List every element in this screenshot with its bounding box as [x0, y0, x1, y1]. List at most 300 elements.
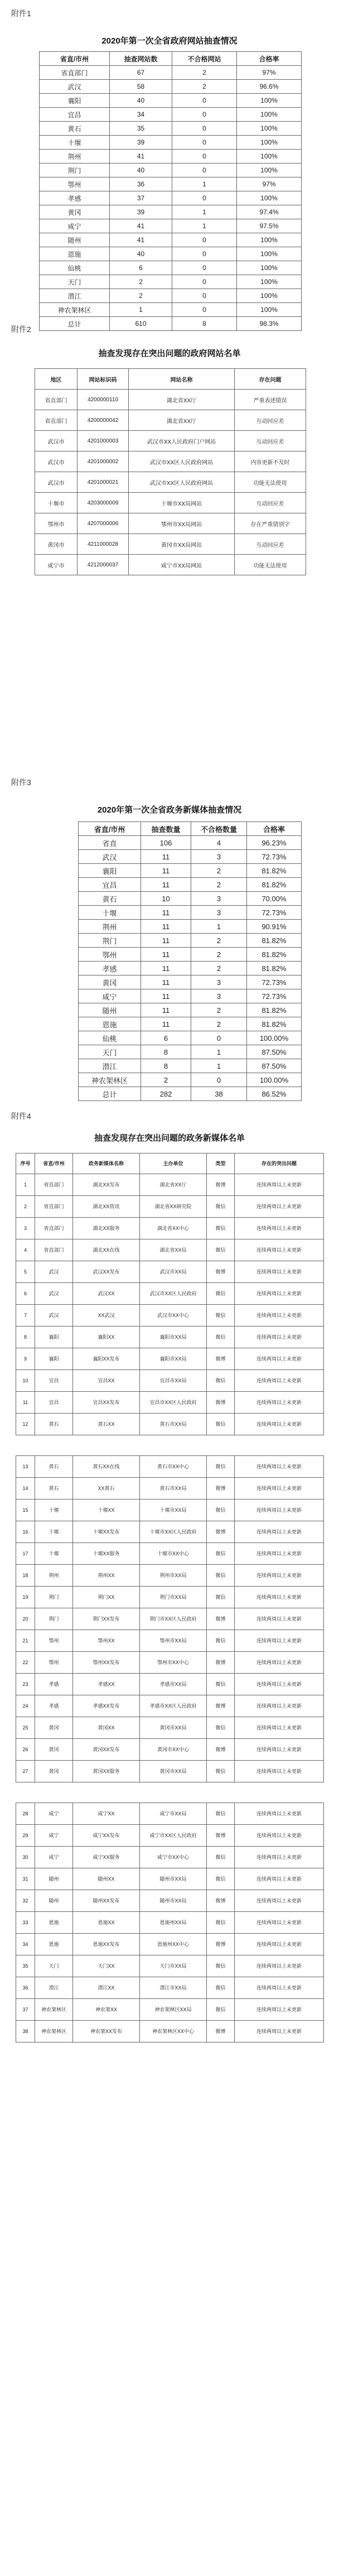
table-cell: 荆州市XX局	[140, 1565, 207, 1587]
table-cell: 孝感	[40, 191, 110, 205]
table-cell: 1	[191, 1059, 247, 1073]
table-row	[40, 289, 302, 303]
table-cell: 4212000037	[78, 555, 129, 575]
table-cell: 100%	[237, 150, 302, 164]
table-row	[40, 303, 302, 317]
table-cell: 25	[16, 1717, 35, 1739]
table-cell: 86.52%	[247, 1087, 302, 1101]
table-cell: 连续两周以上未更新	[235, 1890, 324, 1912]
table-cell: 81.82%	[247, 962, 302, 975]
table-cell: 咸宁	[79, 989, 141, 1003]
table-cell: 36	[110, 177, 172, 191]
table-cell: 3	[191, 906, 247, 920]
table-cell: 黄冈	[79, 975, 141, 989]
table-cell: 微博	[207, 1174, 235, 1196]
table-cell: 连续两周以上未更新	[235, 1370, 324, 1392]
table-cell: 39	[110, 205, 172, 219]
table-cell: 0	[172, 289, 237, 303]
table-cell: 106	[141, 836, 191, 850]
table-cell: 武汉	[35, 1261, 73, 1283]
table-cell: 鄂州	[35, 1630, 73, 1652]
table-row	[35, 555, 306, 575]
table-cell: 襄阳	[35, 1348, 73, 1370]
table-cell: 1	[172, 205, 237, 219]
table-cell: 微博	[207, 1695, 235, 1717]
table-cell: 11	[141, 920, 191, 934]
table-cell: 81.82%	[247, 948, 302, 962]
table-cell: 功能无法使用	[235, 472, 306, 493]
table-cell: 湖北XX发布	[73, 1174, 140, 1196]
table-cell: 0	[172, 108, 237, 122]
table-cell: 连续两周以上未更新	[235, 1305, 324, 1327]
column-header: 主办单位	[140, 1154, 207, 1174]
table-cell: 0	[191, 1073, 247, 1087]
table-row	[40, 261, 302, 275]
table-cell: 黄冈	[35, 1717, 73, 1739]
table-cell: 鄂州	[79, 948, 141, 962]
table-row	[79, 975, 302, 989]
table-cell: 十堰XX服务	[73, 1543, 140, 1565]
table-cell: 潜江	[35, 1977, 73, 1999]
table-cell: 微信	[207, 1868, 235, 1890]
table-cell: 十堰	[35, 1543, 73, 1565]
table-row	[16, 1174, 324, 1196]
table-cell: 宜昌XX	[73, 1370, 140, 1392]
table-cell: 黄冈市XX局	[140, 1761, 207, 1782]
table-cell: 随州XX	[73, 1868, 140, 1890]
table-cell: 微信	[207, 1283, 235, 1305]
table-cell: 32	[16, 1890, 35, 1912]
table-header-row	[16, 1154, 324, 1174]
table-cell: 2	[110, 275, 172, 289]
table-cell: 连续两周以上未更新	[235, 1565, 324, 1587]
table-cell: 微博	[207, 1392, 235, 1414]
table-cell: 神农架林区	[35, 2021, 73, 2042]
table-cell: 58	[110, 80, 172, 94]
column-header: 合格率	[237, 52, 302, 66]
table-cell: 8	[172, 317, 237, 331]
table-row	[79, 850, 302, 864]
table-cell: 100%	[237, 191, 302, 205]
table-cell: 荆门市XX局	[140, 1587, 207, 1608]
table-cell: 100%	[237, 164, 302, 177]
table-cell: 97.5%	[237, 219, 302, 233]
table-cell: 3	[191, 850, 247, 864]
table-cell: 100%	[237, 261, 302, 275]
table-cell: 宜昌	[40, 108, 110, 122]
table-cell: 连续两周以上未更新	[235, 1348, 324, 1370]
table-cell: 14	[16, 1478, 35, 1500]
table-row	[16, 1261, 324, 1283]
table-cell: 武汉市XX区人民政府	[140, 1283, 207, 1305]
table-cell: 40	[110, 247, 172, 261]
table-cell: 11	[141, 989, 191, 1003]
attachment-2-title: 抽查发现存在突出问题的政府网站名单	[98, 349, 241, 358]
table-cell: 宜昌	[35, 1370, 73, 1392]
table-cell: 6	[16, 1283, 35, 1305]
table-cell: 连续两周以上未更新	[235, 1196, 324, 1218]
table-cell: 内容更新不及时	[235, 451, 306, 472]
table-cell: 1	[191, 1045, 247, 1059]
table-cell: 连续两周以上未更新	[235, 1261, 324, 1283]
table-row	[79, 948, 302, 962]
table-cell: 10	[141, 892, 191, 906]
table-cell: 90.91%	[247, 920, 302, 934]
table-row	[40, 275, 302, 289]
table-cell: 省直部门	[35, 390, 78, 410]
table-cell: 省直部门	[40, 66, 110, 80]
table-row	[16, 1218, 324, 1239]
table-row	[79, 989, 302, 1003]
table-cell: 2	[191, 1003, 247, 1017]
table-cell: 黄冈XX服务	[73, 1761, 140, 1782]
table-row	[35, 534, 306, 555]
table-row	[79, 962, 302, 975]
table-cell: 3	[191, 892, 247, 906]
table-cell: 35	[110, 122, 172, 136]
table-row	[79, 878, 302, 892]
table-row	[16, 1890, 324, 1912]
table-cell: 连续两周以上未更新	[235, 1608, 324, 1630]
table-cell: 37	[16, 1999, 35, 2021]
table-cell: 武汉市XX区人民政府网站	[129, 472, 235, 493]
attachment-3-title: 2020年第一次全省政务新媒体抽查情况	[97, 805, 242, 815]
table-cell: 黄石	[35, 1414, 73, 1435]
table-cell: 连续两周以上未更新	[235, 1587, 324, 1608]
column-header: 类型	[207, 1154, 235, 1174]
table-cell: 武汉XX	[73, 1283, 140, 1305]
table-cell: 连续两周以上未更新	[235, 1521, 324, 1543]
table-cell: 随州XX发布	[73, 1890, 140, 1912]
table-cell: 81.82%	[247, 864, 302, 878]
table-cell: 11	[141, 962, 191, 975]
table-cell: 72.73%	[247, 989, 302, 1003]
page-break-gap	[16, 1782, 324, 1803]
table-row	[40, 205, 302, 219]
table-cell: 33	[16, 1912, 35, 1934]
table-cell: 4	[16, 1239, 35, 1261]
table-cell: 微信	[207, 1370, 235, 1392]
table-cell: 孝感XX	[73, 1674, 140, 1695]
table-cell: 81.82%	[247, 1003, 302, 1017]
table-cell: 随州	[35, 1868, 73, 1890]
table-cell: 互动回应差	[235, 410, 306, 431]
table-row	[16, 1868, 324, 1890]
table-cell: 十堰	[79, 906, 141, 920]
table-cell: 湖北省XX厅	[129, 390, 235, 410]
table-row	[79, 864, 302, 878]
attachment-1-label: 附件1	[11, 9, 31, 18]
attachment-1-title: 2020年第一次全省政府网站抽查情况	[101, 36, 238, 46]
table-cell: 武汉市	[35, 451, 78, 472]
table-cell: 1	[16, 1174, 35, 1196]
table-cell: 连续两周以上未更新	[235, 1717, 324, 1739]
table-cell: 2	[191, 864, 247, 878]
table-cell: 黄石XX	[73, 1414, 140, 1435]
table-cell: 2	[172, 66, 237, 80]
table-cell: 2	[191, 948, 247, 962]
table-cell: 咸宁XX服务	[73, 1847, 140, 1868]
table-cell: 1	[172, 219, 237, 233]
table-cell: 咸宁	[35, 1847, 73, 1868]
table-cell: 微信	[207, 1847, 235, 1868]
table-row	[16, 1955, 324, 1977]
table-cell: 微信	[207, 1803, 235, 1825]
table-row	[79, 1031, 302, 1045]
column-header: 网站标识码	[78, 369, 129, 390]
table-row	[16, 1934, 324, 1955]
table-row	[16, 1500, 324, 1521]
table-cell: XX武汉	[73, 1305, 140, 1327]
table-cell: 恩施州XX中心	[140, 1934, 207, 1955]
table-cell: 咸宁	[40, 219, 110, 233]
table-cell: 武汉市	[35, 472, 78, 493]
table-cell: 荆州	[35, 1565, 73, 1587]
table-cell: 荆州	[40, 150, 110, 164]
table-cell: 38	[191, 1087, 247, 1101]
table-cell: 微信	[207, 1543, 235, 1565]
table-cell: 连续两周以上未更新	[235, 1283, 324, 1305]
table-cell: 41	[110, 150, 172, 164]
table-cell: 微博	[207, 1934, 235, 1955]
table-cell: 武汉	[40, 80, 110, 94]
table-cell: 黄冈	[40, 205, 110, 219]
table-cell: 0	[172, 247, 237, 261]
table-cell: 黄石XX在线	[73, 1456, 140, 1478]
table-cell: 87.50%	[247, 1059, 302, 1073]
table-cell: 荆门XX发布	[73, 1608, 140, 1630]
table-row	[35, 513, 306, 534]
table-cell: 连续两周以上未更新	[235, 1674, 324, 1695]
website-inspection-table	[39, 51, 302, 331]
table-cell: 宜昌市XX区人民政府	[140, 1392, 207, 1414]
table-cell: 襄阳	[40, 94, 110, 108]
table-row	[16, 1695, 324, 1717]
table-cell: 连续两周以上未更新	[235, 1977, 324, 1999]
table-cell: 微信	[207, 1327, 235, 1348]
table-cell: 微博	[207, 1608, 235, 1630]
table-cell: 十堰市XX局	[140, 1500, 207, 1521]
table-cell: 2	[172, 80, 237, 94]
table-cell: 连续两周以上未更新	[235, 1803, 324, 1825]
table-cell: 0	[172, 303, 237, 317]
new-media-inspection-table	[78, 821, 302, 1101]
table-cell: 72.73%	[247, 906, 302, 920]
table-cell: 2	[191, 878, 247, 892]
table-cell: 湖北XX资讯	[73, 1196, 140, 1218]
table-cell: 黄冈市XX局网站	[129, 534, 235, 555]
table-cell: 黄石	[35, 1478, 73, 1500]
table-cell: 神农架XX	[73, 1999, 140, 2021]
attachment-4-title: 抽查发现存在突出问题的政务新媒体名单	[94, 1133, 245, 1143]
table-cell: 11	[141, 1017, 191, 1031]
table-row	[40, 164, 302, 177]
table-cell: 11	[141, 1003, 191, 1017]
table-cell: 十堰	[35, 1500, 73, 1521]
table-cell: 孝感	[35, 1695, 73, 1717]
table-cell: 5	[16, 1261, 35, 1283]
table-cell: 连续两周以上未更新	[235, 1543, 324, 1565]
table-cell: 34	[16, 1934, 35, 1955]
gap-cell	[16, 1435, 324, 1456]
table-cell: 武汉市XX局	[140, 1261, 207, 1283]
table-row	[16, 1370, 324, 1392]
table-cell: 微信	[207, 1239, 235, 1261]
table-cell: 2	[191, 1017, 247, 1031]
table-cell: 微信	[207, 1912, 235, 1934]
table-cell: 宜昌	[79, 878, 141, 892]
table-cell: 天门	[79, 1045, 141, 1059]
table-cell: 26	[16, 1739, 35, 1761]
table-cell: 宜昌	[35, 1392, 73, 1414]
table-cell: 微信	[207, 1456, 235, 1478]
table-row	[40, 80, 302, 94]
gap-cell	[16, 1782, 324, 1803]
table-cell: 鄂州	[40, 177, 110, 191]
table-cell: 随州	[40, 233, 110, 247]
table-cell: 十堰市	[35, 493, 78, 513]
table-row	[16, 1305, 324, 1327]
table-cell: 恩施	[79, 1017, 141, 1031]
table-row	[16, 1825, 324, 1847]
table-cell: 72.73%	[247, 975, 302, 989]
table-cell: 0	[172, 122, 237, 136]
table-cell: 87.50%	[247, 1045, 302, 1059]
table-row	[16, 1327, 324, 1348]
table-cell: 神农架林区	[79, 1073, 141, 1087]
table-cell: 连续两周以上未更新	[235, 1630, 324, 1652]
table-cell: 连续两周以上未更新	[235, 1761, 324, 1782]
table-row	[40, 136, 302, 150]
table-cell: 武汉市	[35, 431, 78, 451]
table-cell: 13	[16, 1456, 35, 1478]
table-cell: 恩施	[35, 1912, 73, 1934]
table-cell: 潜江	[79, 1059, 141, 1073]
column-header: 存在问题	[235, 369, 306, 390]
table-cell: 96.23%	[247, 836, 302, 850]
table-cell: 微博	[207, 1890, 235, 1912]
table-cell: 鄂州市XX局网站	[129, 513, 235, 534]
table-cell: 互动回应差	[235, 493, 306, 513]
table-cell: 连续两周以上未更新	[235, 1999, 324, 2021]
table-cell: 武汉市XX区人民政府网站	[129, 451, 235, 472]
table-cell: 微信	[207, 1218, 235, 1239]
page-break-gap	[16, 1435, 324, 1456]
table-cell: 省直部门	[35, 1239, 73, 1261]
table-row	[16, 1283, 324, 1305]
table-cell: 湖北XX服务	[73, 1218, 140, 1239]
table-cell: 微信	[207, 1630, 235, 1652]
table-cell: 仙桃	[79, 1031, 141, 1045]
table-cell: 21	[16, 1630, 35, 1652]
table-header-row	[35, 369, 306, 390]
table-cell: 6	[110, 261, 172, 275]
table-cell: 咸宁XX	[73, 1803, 140, 1825]
table-cell: 神农架林区	[35, 1999, 73, 2021]
table-cell: 咸宁XX发布	[73, 1825, 140, 1847]
table-cell: 微信	[207, 1500, 235, 1521]
table-cell: 微信	[207, 1999, 235, 2021]
table-cell: 连续两周以上未更新	[235, 2021, 324, 2042]
table-row	[35, 472, 306, 493]
table-cell: 襄阳	[35, 1327, 73, 1348]
table-cell: 11	[16, 1392, 35, 1414]
table-cell: 襄阳市XX局	[140, 1348, 207, 1370]
table-cell: 省直部门	[35, 1174, 73, 1196]
table-cell: 连续两周以上未更新	[235, 1934, 324, 1955]
table-cell: 28	[16, 1803, 35, 1825]
table-cell: 咸宁市XX局网站	[129, 555, 235, 575]
table-cell: 39	[110, 136, 172, 150]
table-row	[16, 1543, 324, 1565]
table-cell: 11	[141, 878, 191, 892]
table-cell: 2	[191, 934, 247, 948]
table-cell: 黄石	[79, 892, 141, 906]
table-cell: 宜昌XX发布	[73, 1392, 140, 1414]
table-row	[40, 177, 302, 191]
table-cell: 孝感XX发布	[73, 1695, 140, 1717]
table-row	[16, 1565, 324, 1587]
table-cell: 恩施XX发布	[73, 1934, 140, 1955]
table-cell: 70.00%	[247, 892, 302, 906]
table-cell: 互动回应差	[235, 431, 306, 451]
table-cell: XX黄石	[73, 1478, 140, 1500]
table-header-row	[40, 52, 302, 66]
table-cell: 黄石市XX局	[140, 1478, 207, 1500]
table-cell: 襄阳市XX局	[140, 1327, 207, 1348]
table-row	[79, 1003, 302, 1017]
table-cell: 鄂州XX发布	[73, 1652, 140, 1674]
table-cell: 连续两周以上未更新	[235, 1392, 324, 1414]
table-cell: 24	[16, 1695, 35, 1717]
table-cell: 湖北省XX局	[140, 1239, 207, 1261]
table-cell: 81.82%	[247, 1017, 302, 1031]
table-cell: 40	[110, 164, 172, 177]
table-cell: 连续两周以上未更新	[235, 1739, 324, 1761]
table-cell: 4	[191, 836, 247, 850]
column-header: 合格率	[247, 822, 302, 836]
table-cell: 连续两周以上未更新	[235, 1847, 324, 1868]
table-cell: 100%	[237, 136, 302, 150]
table-cell: 微博	[207, 1521, 235, 1543]
table-cell: 1	[191, 920, 247, 934]
table-row	[79, 1087, 302, 1101]
table-row	[16, 1196, 324, 1218]
table-cell: 微信	[207, 1587, 235, 1608]
table-cell: 连续两周以上未更新	[235, 1825, 324, 1847]
table-row	[40, 66, 302, 80]
table-row	[79, 1059, 302, 1073]
table-cell: 总计	[79, 1087, 141, 1101]
table-cell: 连续两周以上未更新	[235, 1652, 324, 1674]
table-cell: 22	[16, 1652, 35, 1674]
table-cell: 0	[172, 150, 237, 164]
table-cell: 天门	[35, 1955, 73, 1977]
table-cell: 襄阳	[79, 864, 141, 878]
table-cell: 18	[16, 1565, 35, 1587]
table-cell: 省直	[79, 836, 141, 850]
table-cell: 97%	[237, 66, 302, 80]
table-cell: 4201000003	[78, 431, 129, 451]
table-cell: 省直部门	[35, 1218, 73, 1239]
table-cell: 100%	[237, 108, 302, 122]
table-cell: 黄石	[35, 1456, 73, 1478]
table-cell: 总计	[40, 317, 110, 331]
table-row	[16, 1999, 324, 2021]
table-cell: 11	[141, 948, 191, 962]
table-row	[79, 892, 302, 906]
table-cell: 100.00%	[247, 1031, 302, 1045]
